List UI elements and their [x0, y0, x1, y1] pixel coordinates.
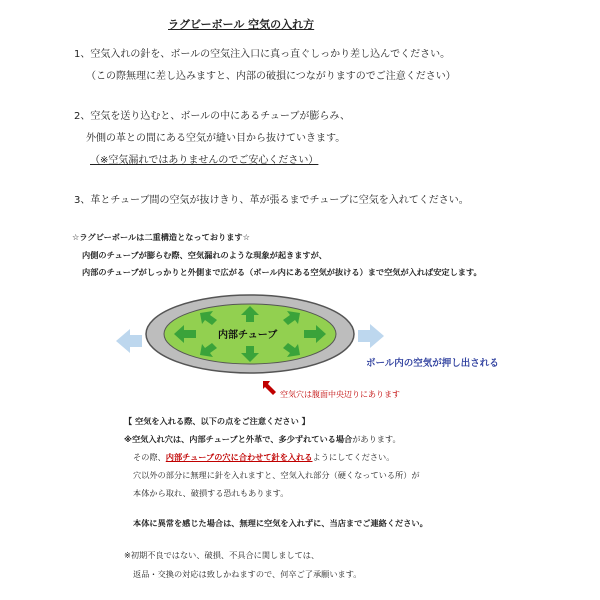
- caution-line-2-red: 内部チューブの穴に合わせて針を入れる: [165, 452, 313, 462]
- return-note-1: ※初期不良ではない、破損、不具合に関しましては、: [124, 550, 320, 560]
- blue-arrow-left-icon: [116, 329, 142, 353]
- caution-line-2: [133, 452, 394, 463]
- step-2-text-2: 外側の革との間にある空気が縫い目から抜けていきます。: [86, 133, 346, 144]
- blue-arrow-right-icon: [358, 324, 384, 348]
- step-2-note: （※空気漏れではありませんのでご安心ください）: [90, 155, 319, 166]
- caution-line-3: 穴以外の部分に無理に針を入れますと、空気入れ部分（硬くなっている所）が: [133, 470, 420, 480]
- caution-heading: 【 空気を入れる際、以下の点をご注意ください 】: [124, 416, 310, 426]
- inner-tube-label: 内部チューブ: [218, 330, 278, 341]
- caution-line-4: 本体から取れ、破損する恐れもあります。: [133, 488, 289, 498]
- step-1-note: （この際無理に差し込みますと、内部の破損につながりますのでご注意ください）: [86, 71, 456, 82]
- step-3-text: 3、革とチューブ間の空気が抜けきり、革が張るまでチューブに空気を入れてください。: [74, 195, 469, 206]
- valve-arrow-icon: [263, 381, 276, 395]
- caution-line-1: [124, 434, 401, 445]
- page-title: ラグビーボール 空気の入れ方: [168, 18, 315, 31]
- caution-line-1-emphasis: ※空気入れ穴は、内部チューブと外革で、多少ずれている場合: [124, 434, 353, 444]
- caution-line-1-end: があります。: [352, 434, 401, 444]
- air-out-label: ボール内の空気が押し出される: [366, 358, 499, 369]
- contact-notice: 本体に異常を感じた場合は、無理に空気を入れずに、当店までご連絡ください。: [133, 518, 428, 528]
- structure-text-1: 内側のチューブが膨らむ際、空気漏れのような現象が起きますが、: [82, 250, 327, 260]
- return-note-2: 返品・交換の対応は致しかねますので、何卒ご了承願います。: [133, 569, 362, 579]
- caution-line-2-start: その際、: [133, 452, 166, 462]
- structure-text-2: 内部のチューブがしっかりと外側まで広がる（ボール内にある空気が抜ける）まで空気が入れば安定します。: [82, 267, 482, 277]
- caution-line-2-end: ようにしてください。: [312, 452, 395, 462]
- structure-heading: ☆ラグビーボールは二重構造となっております☆: [72, 232, 250, 242]
- step-1-text: 1、空気入れの針を、ボールの空気注入口に真っ直ぐしっかり差し込んでください。: [74, 49, 451, 60]
- step-2-text: 2、空気を送り込むと、ボールの中にあるチューブが膨らみ、: [74, 111, 350, 122]
- valve-location-label: 空気穴は腹面中央辺りにあります: [280, 390, 400, 399]
